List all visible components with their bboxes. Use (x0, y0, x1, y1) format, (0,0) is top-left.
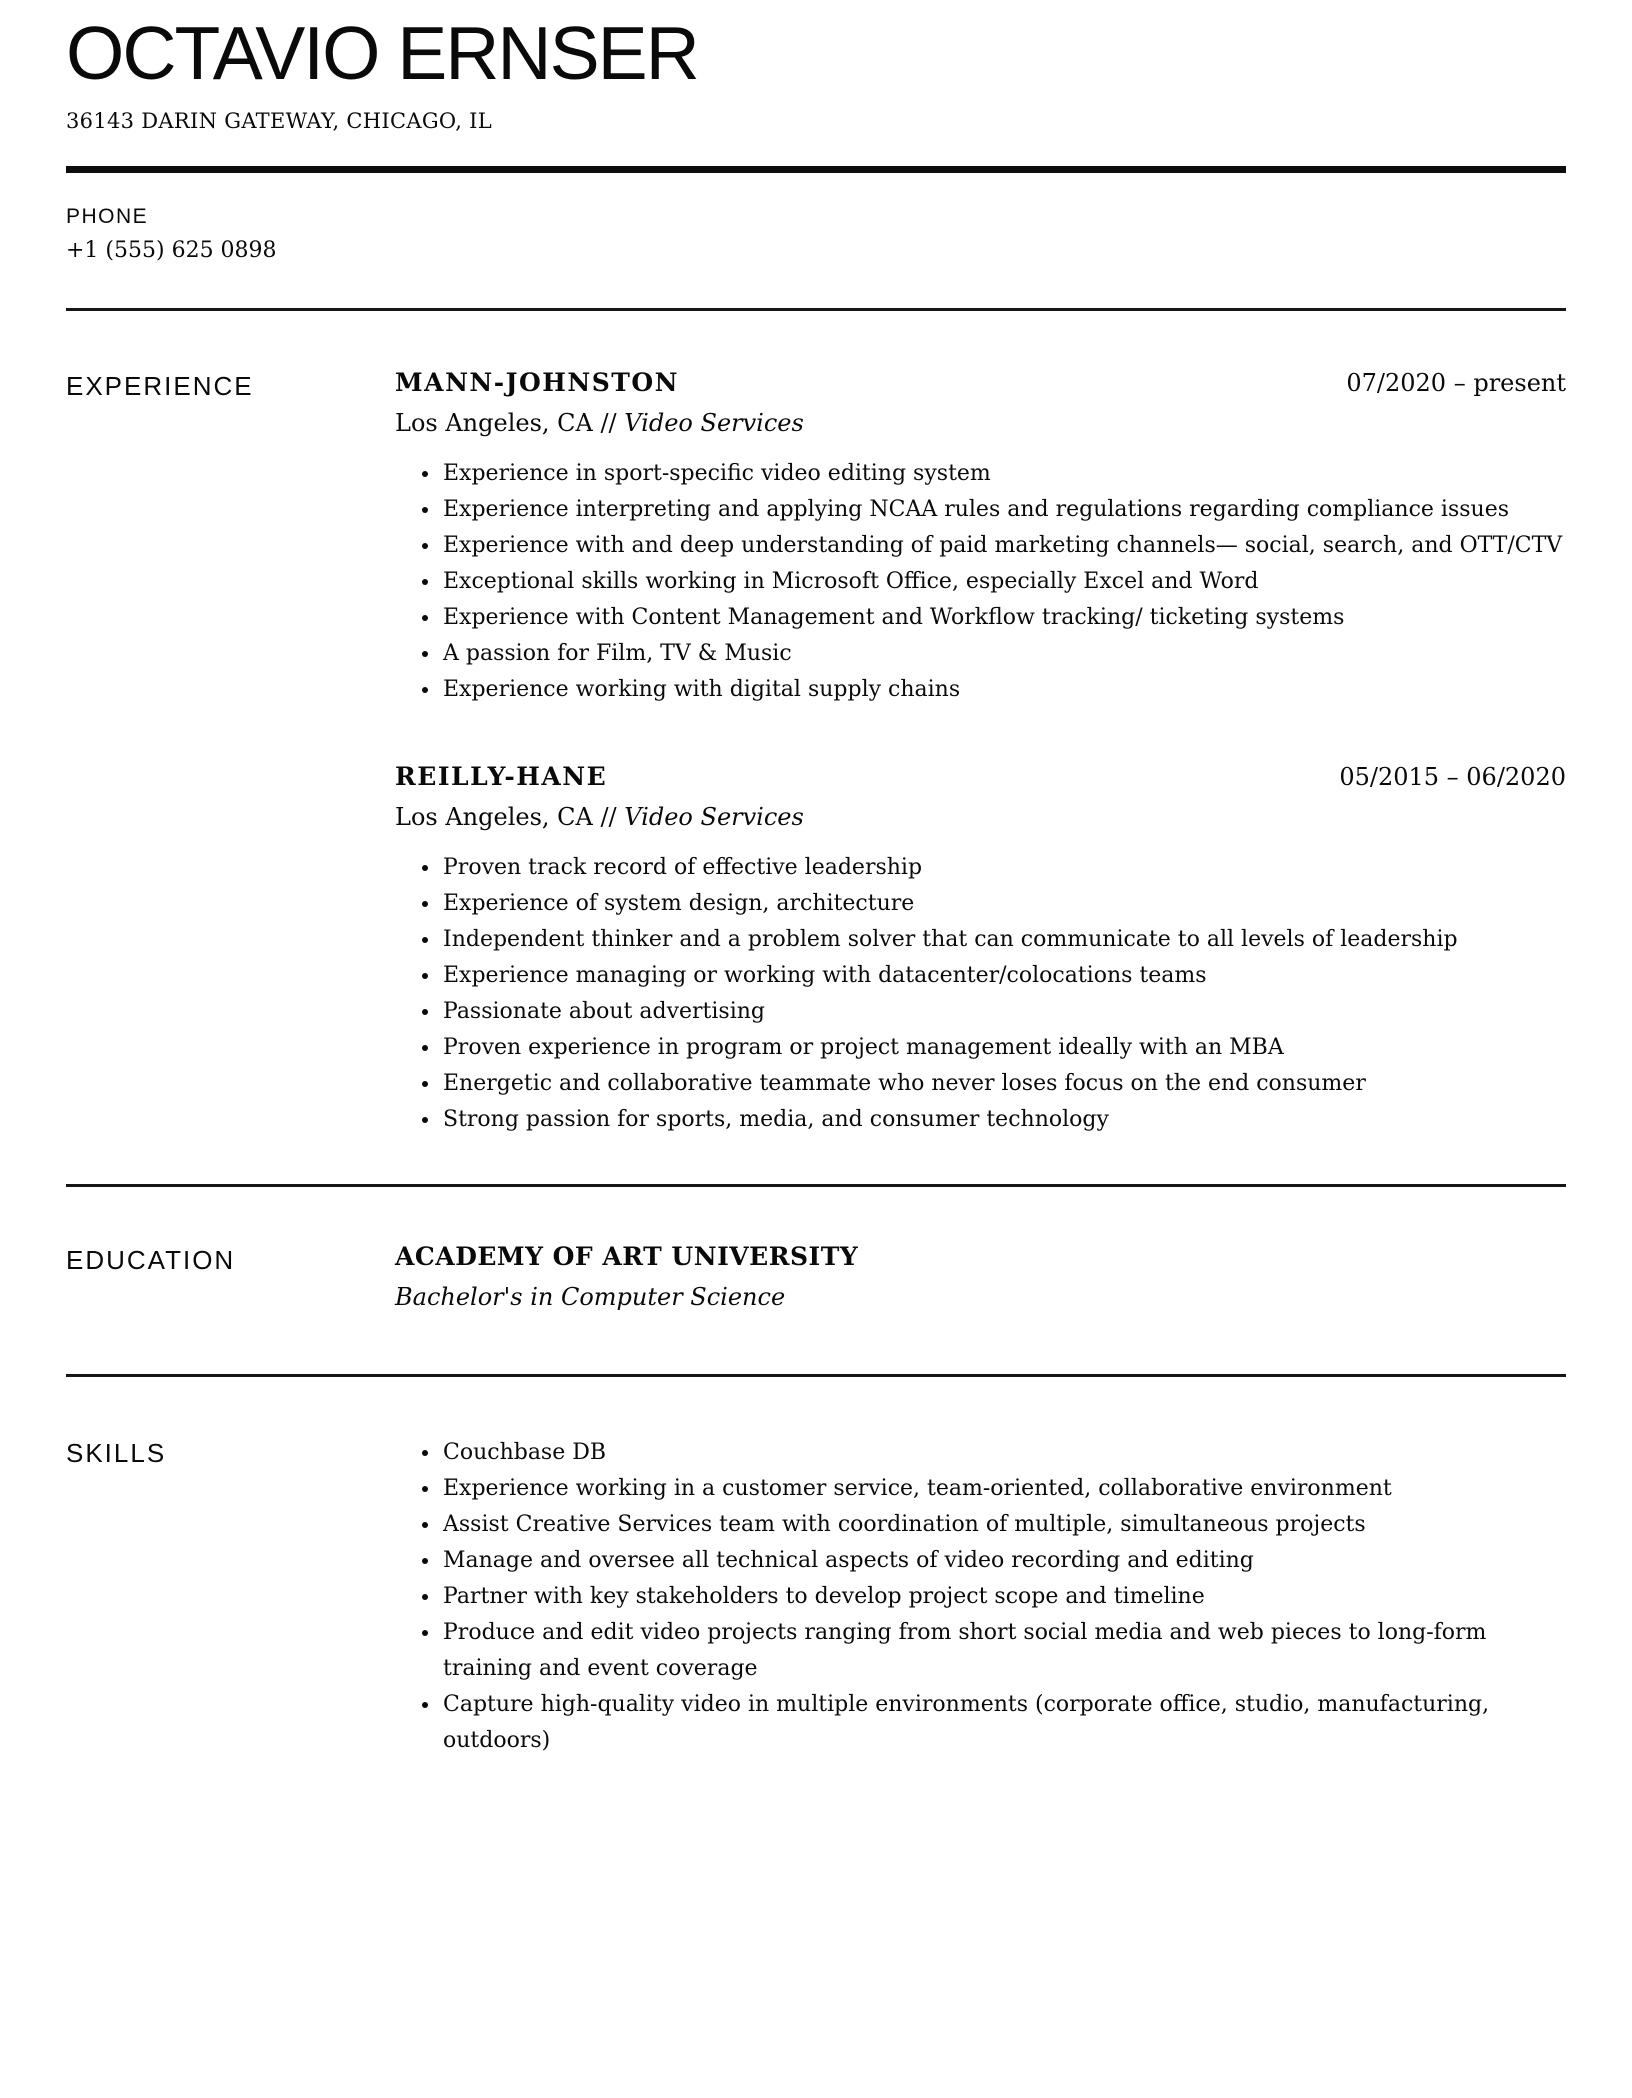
bullet-item: • Energetic and collaborative teammate who never loses focus on the end consumer (441, 1066, 1566, 1102)
job-dates: 05/2015 – 06/2020 (1339, 763, 1566, 791)
bullet-item: • Couchbase DB (441, 1435, 1566, 1471)
experience-section-content (395, 368, 1566, 1138)
bullet-item: • Experience of system design, architecture (441, 886, 1566, 922)
bullet-item: • A passion for Film, TV & Music (441, 636, 1566, 672)
education-section-content (395, 1242, 1566, 1312)
phone-label: PHONE (66, 205, 149, 228)
bullet-item: • Strong passion for sports, media, and consumer technology (441, 1102, 1566, 1138)
job-location: Los Angeles, CA // (395, 409, 625, 437)
school-name: ACADEMY OF ART UNIVERSITY (395, 1242, 859, 1271)
header-divider (66, 166, 1566, 173)
bullet-item: • Experience managing or working with datacenter/colocations teams (441, 958, 1566, 994)
skills-bullet-list (395, 1435, 1566, 1759)
job-header (395, 762, 1566, 792)
bullet-item: • Experience with Content Management and Workflow tracking/ ticketing systems (441, 600, 1566, 636)
job-dates: 07/2020 – present (1346, 369, 1566, 397)
bullet-item: • Experience with and deep understanding of paid marketing channels— social, search, and OTT/CTV (441, 528, 1566, 564)
experience-section (66, 311, 1566, 1138)
job-subtitle (395, 802, 1566, 832)
person-name: OCTAVIO ERNSER (66, 11, 698, 95)
job-entry (395, 368, 1566, 708)
job-location: Los Angeles, CA // (395, 803, 625, 831)
skills-section-content (395, 1435, 1566, 1759)
bullet-item: • Passionate about advertising (441, 994, 1566, 1030)
phone-value: +1 (555) 625 0898 (66, 238, 277, 263)
bullet-item: • Partner with key stakeholders to develop project scope and timeline (441, 1579, 1566, 1615)
bullet-item: • Experience in sport-specific video editing system (441, 456, 1566, 492)
job-entry (395, 762, 1566, 1138)
company-name: MANN-JOHNSTON (395, 368, 680, 397)
job-bullet-list (395, 850, 1566, 1138)
company-name: REILLY-HANE (395, 762, 608, 791)
job-subtitle (395, 408, 1566, 438)
person-address: 36143 DARIN GATEWAY, CHICAGO, IL (66, 109, 492, 133)
bullet-item: • Manage and oversee all technical aspects of video recording and editing (441, 1543, 1566, 1579)
experience-section-label: EXPERIENCE (66, 371, 254, 401)
degree: Bachelor's in Computer Science (395, 1283, 786, 1311)
job-role: Video Services (624, 409, 804, 437)
job-bullet-list (395, 456, 1566, 708)
job-role: Video Services (624, 803, 804, 831)
bullet-item: • Independent thinker and a problem solver that can communicate to all levels of leadership (441, 922, 1566, 958)
bullet-item: • Experience interpreting and applying NCAA rules and regulations regarding compliance issues (441, 492, 1566, 528)
job-header (395, 368, 1566, 398)
education-section-label: EDUCATION (66, 1245, 236, 1275)
bullet-item: • Experience working in a customer service, team-oriented, collaborative environment (441, 1471, 1566, 1507)
bullet-item: • Proven track record of effective leadership (441, 850, 1566, 886)
education-section (66, 1187, 1566, 1312)
skills-section-label: SKILLS (66, 1438, 167, 1468)
skills-section (66, 1377, 1566, 1759)
bullet-item: • Proven experience in program or project management ideally with an MBA (441, 1030, 1566, 1066)
bullet-item: • Experience working with digital supply chains (441, 672, 1566, 708)
bullet-item: • Assist Creative Services team with coordination of multiple, simultaneous projects (441, 1507, 1566, 1543)
bullet-item: • Produce and edit video projects ranging from short social media and web pieces to long-form training and event coverage (441, 1615, 1566, 1687)
bullet-item: • Exceptional skills working in Microsoft Office, especially Excel and Word (441, 564, 1566, 600)
bullet-item: • Capture high-quality video in multiple environments (corporate office, studio, manufacturing, outdoors) (441, 1687, 1566, 1759)
contact-block (66, 205, 1566, 263)
